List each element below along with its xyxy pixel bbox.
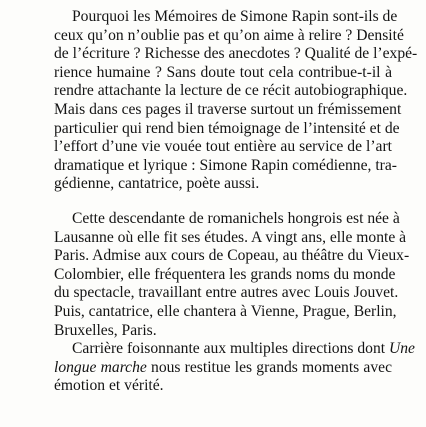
text-line: de l’écriture ? Richesse des anecdotes ? Qualité de l’expé- xyxy=(54,45,418,63)
text-line: Puis, cantatrice, elle chantera à Vienne, Prague, Berlin, xyxy=(54,302,397,320)
text-line: dramatique et lyrique : Simone Rapin comédienne, tra- xyxy=(54,156,397,174)
text-line: Paris. Admise aux cours de Copeau, au théâtre du Vieux- xyxy=(54,247,410,265)
paragraph-gap xyxy=(36,194,392,210)
text-line: Pourquoi les Mémoires de Simone Rapin sont-ils de xyxy=(72,8,398,25)
paragraph-2 xyxy=(36,209,410,340)
paragraph-1 xyxy=(36,8,418,194)
text-line: émotion et vérité. xyxy=(54,377,164,395)
text-line: rience humaine ? Sans doute tout cela contribue-t-il à xyxy=(54,63,392,81)
text-run: Carrière foisonnante aux multiples directions dont xyxy=(72,340,386,358)
book-title-part-2: longue marche xyxy=(54,358,147,376)
book-title-part-1: Une xyxy=(389,340,415,358)
text-line: rendre attachante la lecture de ce récit autobiographique. xyxy=(54,82,408,100)
text-line: gédienne, cantatrice, poète aussi. xyxy=(54,175,260,193)
text-line: Colombier, elle fréquentera les grands noms du monde xyxy=(54,265,396,283)
text-line: du spectacle, travaillant entre autres avec Louis Jouvet. xyxy=(54,284,399,302)
text-line: Lausanne où elle fit ses études. A vingt ans, elle monte à xyxy=(54,228,407,246)
text-run: nous restitue les grands moments avec xyxy=(146,358,392,376)
text-line xyxy=(36,340,415,359)
paragraph-3 xyxy=(36,340,415,396)
text-line: Cette descendante de romanichels hongrois est née à xyxy=(72,209,400,227)
body-text xyxy=(36,8,418,396)
text-line: Bruxelles, Paris. xyxy=(54,321,157,339)
text-line: Mais dans ces pages il traverse surtout un frémissement xyxy=(54,100,402,118)
text-line: l’effort d’une vie vouée tout entière au service de l’art xyxy=(54,138,392,156)
text-line: ceux qu’on n’oublie pas et qu’on aime à relire ? Densité xyxy=(54,26,404,44)
text-line: particulier qui rend bien témoignage de l’intensité et de xyxy=(54,119,400,137)
text-line xyxy=(36,359,392,378)
